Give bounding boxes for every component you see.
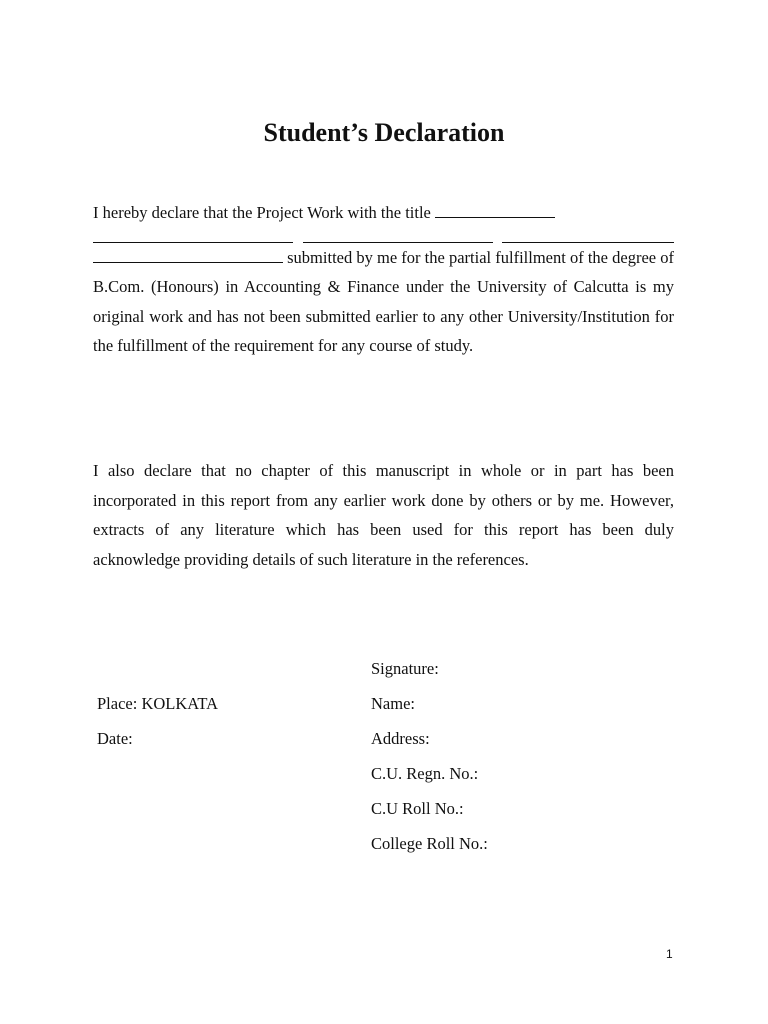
- paragraph-1-body: [93, 243, 674, 361]
- title-blank-line: [93, 248, 283, 263]
- title-blank-line: [93, 228, 293, 243]
- paragraph-1-blank-row: [93, 228, 674, 243]
- page-title: Student’s Declaration: [263, 118, 505, 147]
- page-number: 1: [666, 947, 673, 961]
- paragraph-1-continuation: submitted by me for the partial fulfillment of the degree of B.Com. (Honours) in Accounting & Finance under the University of Calcutta is my original work and has not been submitted earlier to any other University/Institution for the fulfillment of the requirement for any course of study.: [93, 247, 674, 355]
- place-label: Place: KOLKATA: [97, 694, 219, 713]
- signature-label: Signature:: [371, 659, 439, 678]
- title-blank-line: [502, 228, 674, 243]
- date-label: Date:: [97, 729, 133, 748]
- paragraph-1-lead: I hereby declare that the Project Work with the title: [93, 203, 431, 222]
- roll-no-label: C.U Roll No.:: [371, 799, 464, 818]
- college-roll-no-label: College Roll No.:: [371, 834, 488, 853]
- paragraph-1-line-1: [93, 198, 674, 228]
- declaration-paragraph-2: I also declare that no chapter of this manuscript in whole or in part has been incorporated in this report from any earlier work done by others or by me. However, extracts of any literature which has been used for this report has been duly acknowledge providing details of such literature in the references.: [93, 461, 674, 569]
- title-blank-line: [303, 228, 493, 243]
- regn-no-label: C.U. Regn. No.:: [371, 764, 479, 783]
- address-label: Address:: [371, 729, 430, 748]
- name-label: Name:: [371, 694, 415, 713]
- declaration-paragraph-1: [93, 198, 674, 361]
- title-blank-line: [435, 203, 555, 218]
